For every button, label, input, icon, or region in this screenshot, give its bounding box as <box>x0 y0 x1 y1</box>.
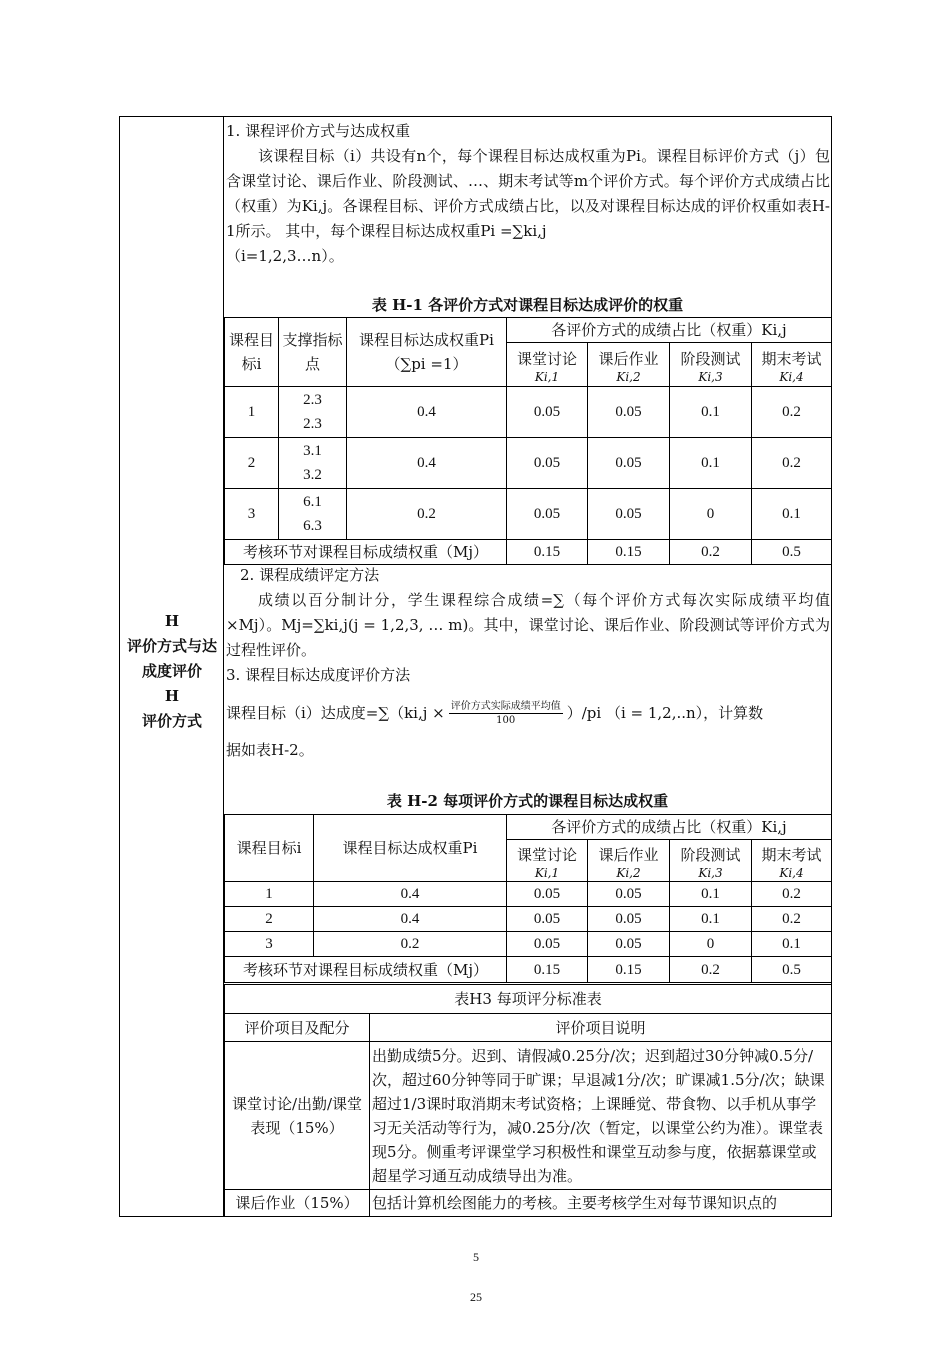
t1-header-support: 支撑指标点 <box>279 318 347 387</box>
t2-cell-k: 0.2 <box>752 907 832 932</box>
t1-support-value: 3.1 <box>303 443 322 459</box>
table-row <box>225 489 832 540</box>
table-h3 <box>224 984 832 1217</box>
table-h1-title: 表 H-1 各评价方式对课程目标达成评价的权重 <box>371 296 684 314</box>
t2-header-weight: 课程目标达成权重Pi <box>314 815 507 882</box>
t1-cell-k: 0.2 <box>752 438 832 489</box>
left-category-label <box>120 609 224 734</box>
t1-method-symbol: Ki,2 <box>616 369 641 384</box>
table-h2 <box>224 814 832 983</box>
t1-header-weight-label: 课程目标达成权重Pi <box>359 331 494 349</box>
t2-cell-k: 0.1 <box>752 932 832 957</box>
t2-cell-k: 0.05 <box>588 932 670 957</box>
t2-method-header <box>588 840 670 882</box>
t1-cell-support <box>279 438 347 489</box>
t1-method-header <box>670 343 752 387</box>
table-h3-title: 表H3 每项评分标准表 <box>225 985 832 1014</box>
table-row <box>225 438 832 489</box>
t1-method-symbol: Ki,4 <box>779 369 804 384</box>
t2-header-goal: 课程目标i <box>225 815 314 882</box>
t1-footer-value: 0.15 <box>588 540 670 565</box>
t1-cell-k: 0.1 <box>670 387 752 438</box>
table-row <box>225 1190 832 1217</box>
t3-cell-item: 课堂讨论/出勤/课堂表现（15%） <box>225 1042 370 1190</box>
t1-cell-k: 0.05 <box>507 438 588 489</box>
t1-cell-support <box>279 489 347 540</box>
t1-cell-k: 0.1 <box>670 438 752 489</box>
t1-cell-support <box>279 387 347 438</box>
t1-cell-goal: 3 <box>225 489 279 540</box>
t2-cell-k: 0.05 <box>588 907 670 932</box>
t1-method-name: 阶段测试 <box>680 349 741 368</box>
t2-cell-k: 0.1 <box>670 907 752 932</box>
t1-cell-k: 0.05 <box>507 387 588 438</box>
t2-cell-weight: 0.4 <box>314 882 507 907</box>
t1-method-header <box>752 343 832 387</box>
t2-cell-k: 0.05 <box>507 907 588 932</box>
t1-header-weight <box>347 318 507 387</box>
formula-part-b: ）/pi （i = 1,2,..n），计算数 <box>566 704 764 722</box>
t2-cell-weight: 0.4 <box>314 907 507 932</box>
table-footer-row <box>225 540 832 565</box>
section2-heading: 2. 课程成绩评定方法 <box>240 566 380 584</box>
t2-method-name: 课堂讨论 <box>516 845 577 864</box>
formula-part-a: 课程目标（i）达成度=∑（ki,j × <box>226 704 445 722</box>
section3-formula <box>226 700 830 727</box>
t1-cell-weight: 0.4 <box>347 387 507 438</box>
t2-footer-value: 0.5 <box>752 957 832 983</box>
t1-footer-value: 0.15 <box>507 540 588 565</box>
t1-header-ratio: 各评价方式的成绩占比（权重）Ki,j <box>507 318 832 343</box>
t2-footer-value: 0.15 <box>507 957 588 983</box>
t1-cell-weight: 0.4 <box>347 438 507 489</box>
t2-header-ratio: 各评价方式的成绩占比（权重）Ki,j <box>507 815 832 840</box>
t1-cell-goal: 1 <box>225 387 279 438</box>
t1-footer-value: 0.2 <box>670 540 752 565</box>
t2-cell-k: 0.1 <box>670 882 752 907</box>
table-row <box>225 932 832 957</box>
t1-support-value: 2.3 <box>303 392 322 408</box>
t2-method-name: 阶段测试 <box>680 845 741 864</box>
t2-method-name: 课后作业 <box>598 845 659 864</box>
section3-paragraph-end: 据如表H-2。 <box>226 741 314 759</box>
t1-cell-k: 0.2 <box>752 387 832 438</box>
t2-cell-weight: 0.2 <box>314 932 507 957</box>
t2-cell-goal: 1 <box>225 882 314 907</box>
t1-support-value: 6.1 <box>303 494 322 510</box>
t3-cell-item: 课后作业（15%） <box>225 1190 370 1217</box>
t2-method-symbol: Ki,3 <box>698 865 723 880</box>
t1-cell-k: 0.05 <box>507 489 588 540</box>
t3-cell-desc: 包括计算机绘图能力的考核。主要考核学生对每节课知识点的 <box>370 1190 832 1217</box>
table-h1 <box>224 317 832 565</box>
table-h2-title: 表 H-2 每项评价方式的课程目标达成权重 <box>386 792 669 810</box>
t2-method-name: 期末考试 <box>761 845 822 864</box>
t1-cell-k: 0 <box>670 489 752 540</box>
t2-method-symbol: Ki,2 <box>616 865 641 880</box>
t1-method-symbol: Ki,1 <box>534 369 560 384</box>
t1-cell-k: 0.05 <box>588 438 670 489</box>
left-label-line: H <box>164 612 180 630</box>
t1-support-value: 2.3 <box>303 416 322 432</box>
left-label-line: 成度评价 <box>141 662 202 680</box>
formula-fraction <box>449 700 563 727</box>
left-label-line: H <box>164 687 180 705</box>
t1-method-name: 课堂讨论 <box>516 349 577 368</box>
t2-footer-value: 0.15 <box>588 957 670 983</box>
t2-method-header <box>670 840 752 882</box>
t2-method-header <box>507 840 588 882</box>
t3-header-item: 评价项目及配分 <box>225 1014 370 1042</box>
t1-footer-label: 考核环节对课程目标成绩权重（Mj） <box>225 540 507 565</box>
t3-cell-desc: 出勤成绩5分。迟到、请假减0.25分/次；迟到超过30分钟减0.5分/次，超过60分钟等同于旷课；早退减1分/次；旷课减1.5分/次；缺课超过1/3课时取消期末考试资格；上课睡觉、带食物、以手机从事学习无关活动等行为，减0.25分/次（暂定，以课堂公约为准）。课堂表现5分。侧重考评课堂学习积极性和课堂互动参与度，依据慕课堂或超星学习通互动成绩导出为准。 <box>370 1042 832 1190</box>
t1-header-goal: 课程目标i <box>225 318 279 387</box>
t2-cell-k: 0.05 <box>588 882 670 907</box>
fraction-numerator: 评价方式实际成绩平均值 <box>450 701 561 712</box>
t2-method-symbol: Ki,1 <box>534 865 560 880</box>
t1-method-name: 课后作业 <box>598 349 659 368</box>
table-footer-row <box>225 957 832 983</box>
t2-cell-k: 0.05 <box>507 882 588 907</box>
left-label-line: 评价方式 <box>141 712 202 730</box>
section1-heading: 1. 课程评价方式与达成权重 <box>226 122 411 140</box>
t2-footer-value: 0.2 <box>670 957 752 983</box>
t1-header-weight-sum: （∑pi =1） <box>385 355 468 373</box>
section2-paragraph: 成绩以百分制计分，学生课程综合成绩=∑（每个评价方式每次实际成绩平均值×Mj）。Mj=∑ki,j(j = 1,2,3, … m)。其中，课堂讨论、课后作业、阶段测试等评价方式为过程性评价。 <box>226 591 830 659</box>
t2-cell-goal: 2 <box>225 907 314 932</box>
t3-header-desc: 评价项目说明 <box>370 1014 832 1042</box>
t2-cell-k: 0.05 <box>507 932 588 957</box>
t1-method-header <box>507 343 588 387</box>
t1-footer-value: 0.5 <box>752 540 832 565</box>
t2-cell-k: 0 <box>670 932 752 957</box>
table-row <box>225 387 832 438</box>
page-number-total: 25 <box>470 1290 482 1304</box>
left-label-line: 评价方式与达 <box>126 637 217 655</box>
t2-method-header <box>752 840 832 882</box>
t2-method-symbol: Ki,4 <box>779 865 804 880</box>
t1-cell-weight: 0.2 <box>347 489 507 540</box>
section3-heading: 3. 课程目标达成度评价方法 <box>226 666 411 684</box>
t1-support-value: 6.3 <box>303 518 322 534</box>
t1-cell-k: 0.05 <box>588 489 670 540</box>
evaluation-table-frame <box>119 116 832 1217</box>
t2-cell-goal: 3 <box>225 932 314 957</box>
t1-cell-k: 0.05 <box>588 387 670 438</box>
t1-cell-goal: 2 <box>225 438 279 489</box>
t1-method-name: 期末考试 <box>761 349 822 368</box>
t1-support-value: 3.2 <box>303 467 322 483</box>
section1-paragraph-end: （i=1,2,3…n）。 <box>226 247 344 265</box>
t1-cell-k: 0.1 <box>752 489 832 540</box>
left-category-column <box>120 117 224 1216</box>
t2-footer-label: 考核环节对课程目标成绩权重（Mj） <box>225 957 507 983</box>
table-row <box>225 907 832 932</box>
t2-cell-k: 0.2 <box>752 882 832 907</box>
table-row <box>225 882 832 907</box>
t1-method-header <box>588 343 670 387</box>
table-row <box>225 1042 832 1190</box>
page-number: 5 <box>473 1250 479 1264</box>
section1-paragraph: 该课程目标（i）共设有n个，每个课程目标达成权重为Pi。课程目标评价方式（j）包含课堂讨论、课后作业、阶段测试、…、期末考试等m个评价方式。每个评价方式成绩占比（权重）为Ki,j。各课程目标、评价方式成绩占比，以及对课程目标达成的评价权重如表H-1所示。 其中，每个课程目标达成权重Pi =∑ki,j <box>226 147 830 240</box>
content-column <box>224 117 831 1216</box>
fraction-denominator: 100 <box>496 715 516 726</box>
t1-method-symbol: Ki,3 <box>698 369 723 384</box>
